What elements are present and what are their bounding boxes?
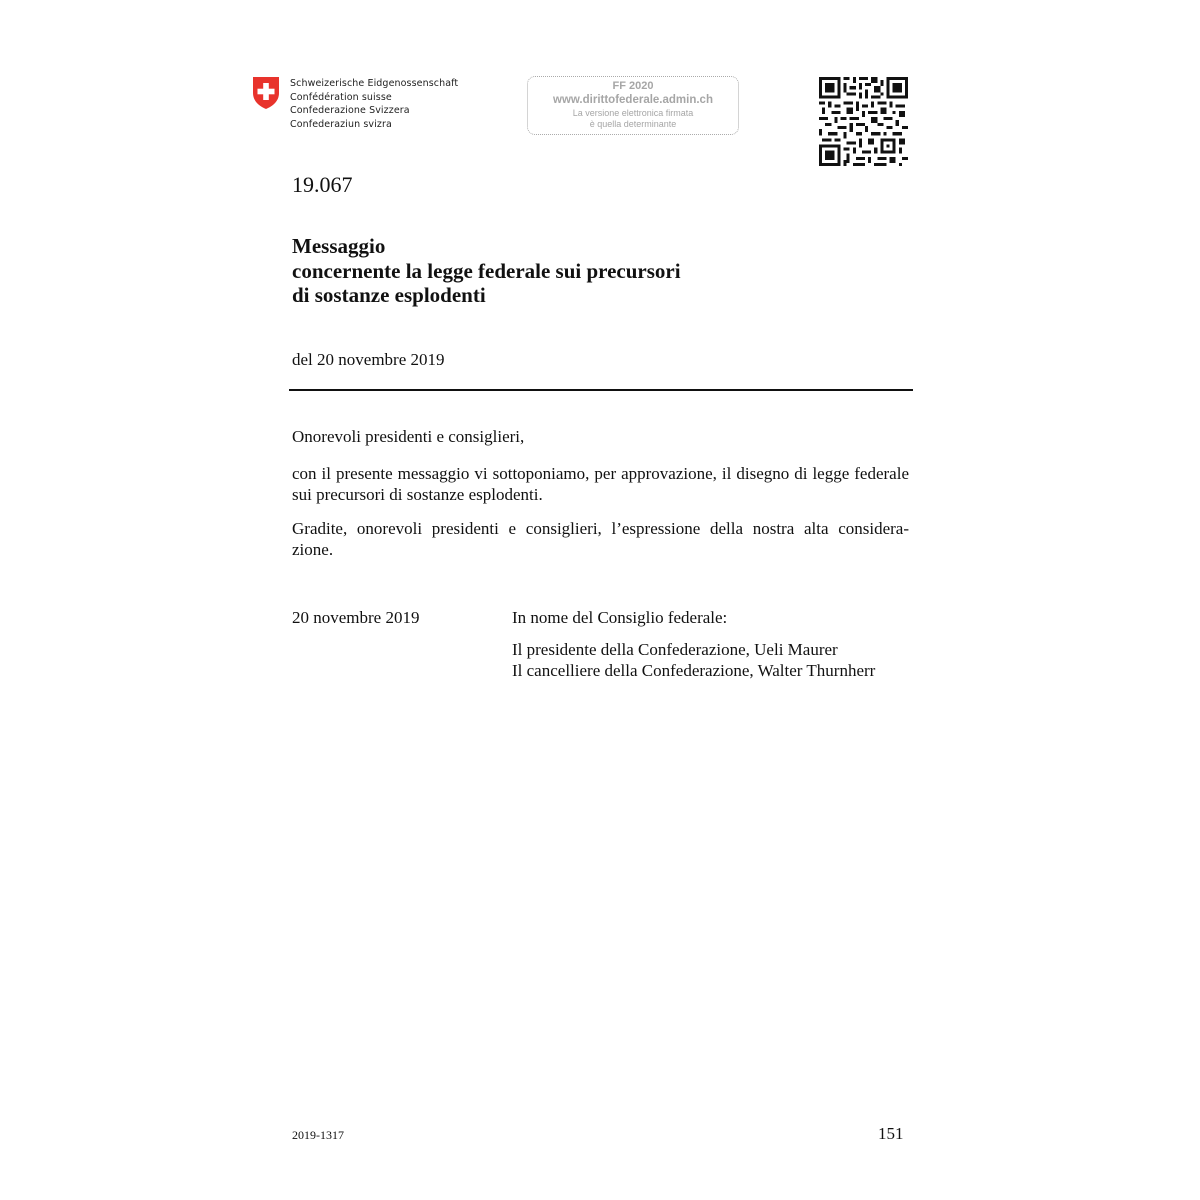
closing-line-2: zione. xyxy=(292,540,334,559)
signature-president: Il presidente della Confederazione, Ueli Maurer xyxy=(512,640,838,659)
title-line-3: di sostanze esplodenti xyxy=(292,283,486,307)
signature-date: 20 novembre 2019 xyxy=(292,608,420,627)
document-date: del 20 novembre 2019 xyxy=(292,350,445,369)
title-line-2: concernente la legge federale sui precursori xyxy=(292,258,681,283)
confederation-name-block xyxy=(290,77,458,131)
stamp-note-1: La versione elettronica firmata xyxy=(572,108,694,118)
page-number: 151 xyxy=(878,1124,904,1143)
stamp-edition: FF 2020 xyxy=(612,80,654,92)
paragraph-approval: con il presente messaggio vi sottoponiamo, per approvazione, il disegno di legge federale sui precursori di sostanze esplodenti. xyxy=(292,464,909,504)
closing-line-1: Gradite, onorevoli presidenti e consiglieri, l’espressione della nostra alta considera- xyxy=(292,519,909,538)
federal-gazette-stamp xyxy=(527,76,739,135)
swiss-cross-shield-icon xyxy=(252,76,280,110)
greeting: Onorevoli presidenti e consiglieri, xyxy=(292,427,525,446)
signature-heading: In nome del Consiglio federale: xyxy=(512,608,728,627)
divider-rule xyxy=(289,389,913,391)
paragraph-closing xyxy=(292,518,909,560)
signature-block xyxy=(512,607,875,681)
stamp-note-2: è quella determinante xyxy=(589,119,677,129)
qr-code-icon xyxy=(819,77,908,166)
signature-chancellor: Il cancelliere della Confederazione, Walter Thurnherr xyxy=(512,661,876,680)
logo-line-it: Confederazione Svizzera xyxy=(290,105,410,117)
logo-line-rm: Confederaziun svizra xyxy=(290,118,392,130)
logo-line-fr: Confédération suisse xyxy=(290,91,392,103)
stamp-url[interactable]: www.dirittofederale.admin.ch xyxy=(553,94,713,106)
document-number: 19.067 xyxy=(292,172,353,197)
title-line-1: Messaggio xyxy=(292,234,386,258)
logo-line-de: Schweizerische Eidgenossenschaft xyxy=(290,78,459,89)
document-title xyxy=(292,234,681,308)
footer-reference-code: 2019-1317 xyxy=(292,1128,344,1142)
